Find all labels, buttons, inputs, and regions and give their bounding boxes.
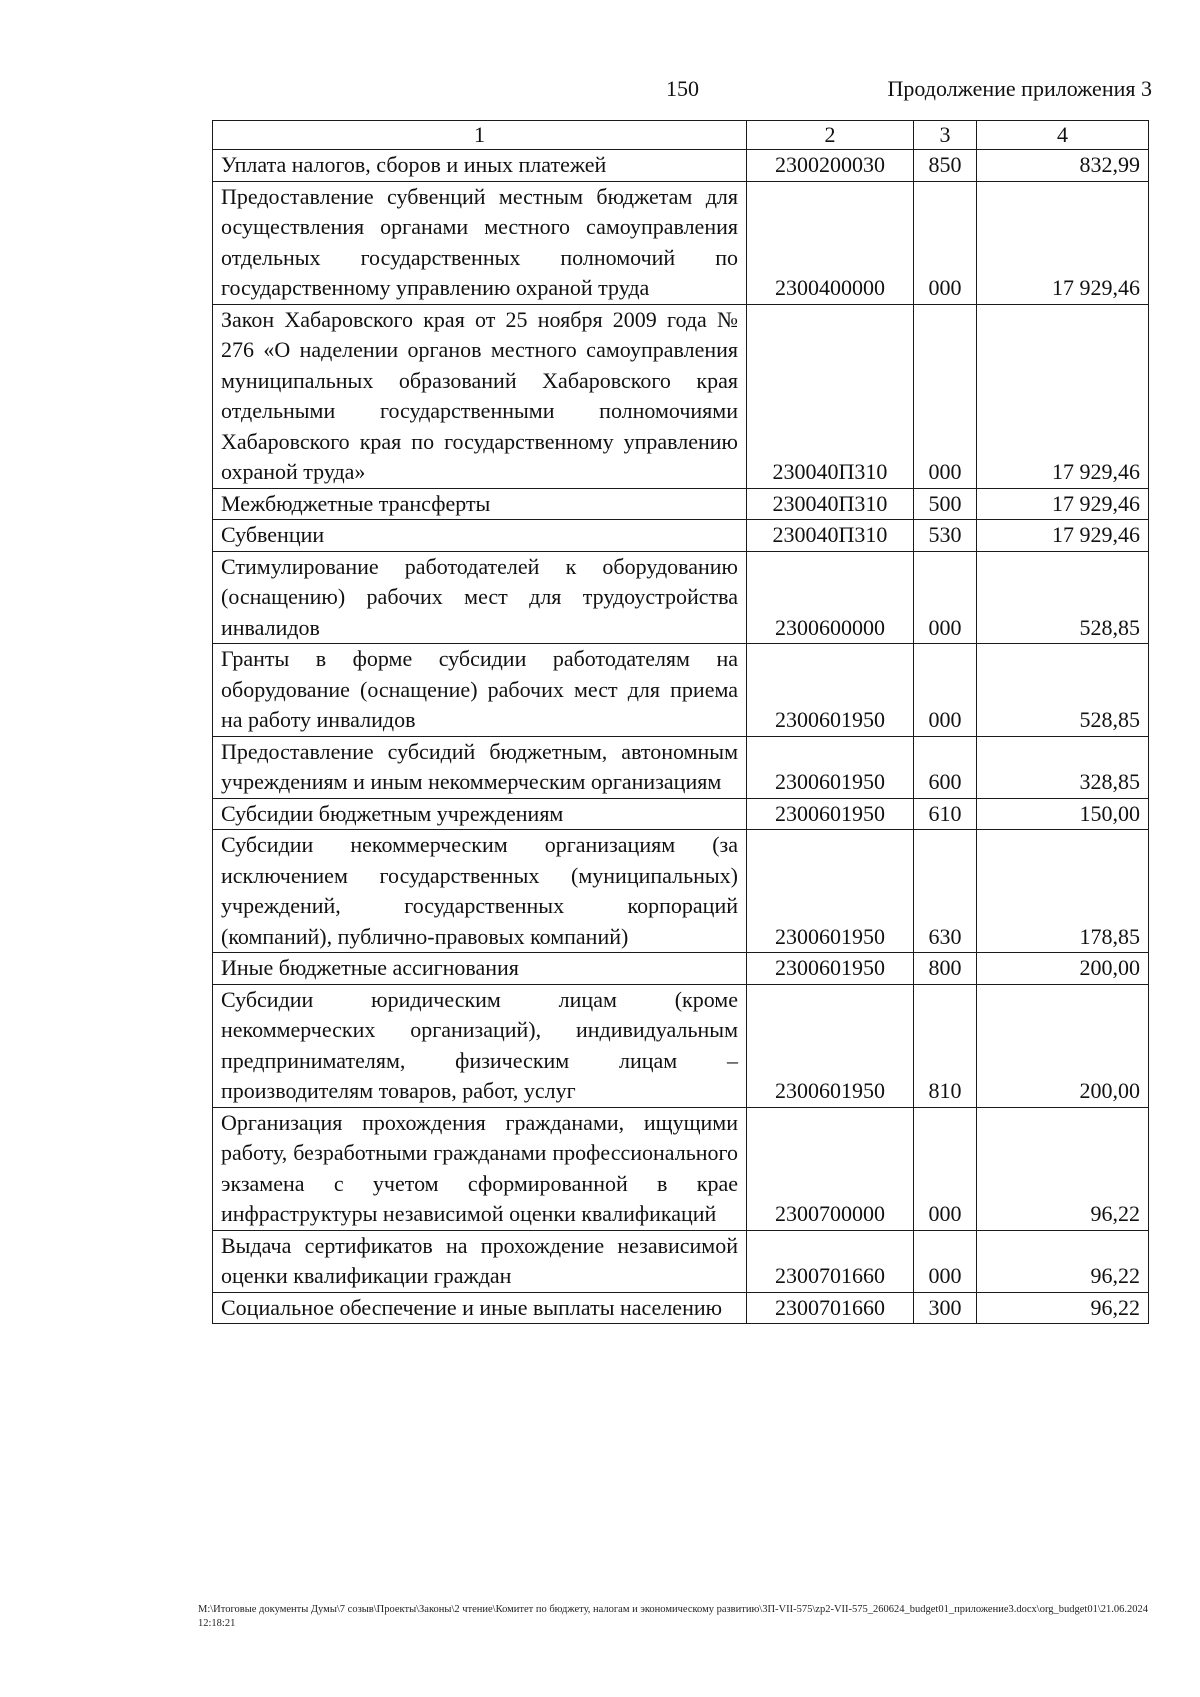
table-row [213,1230,1149,1292]
table-row [213,736,1149,798]
row-target-code: 230040П310 [747,520,914,552]
row-amount: 96,22 [977,1107,1149,1230]
row-expense-type: 000 [914,551,977,644]
table-row [213,520,1149,552]
row-target-code: 2300601950 [747,736,914,798]
row-amount: 832,99 [977,150,1149,182]
column-header-amount: 4 [977,121,1149,150]
table-row [213,984,1149,1107]
table-row [213,304,1149,488]
row-expense-type: 000 [914,181,977,304]
row-amount: 17 929,46 [977,304,1149,488]
row-expense-type: 000 [914,1107,977,1230]
row-amount: 96,22 [977,1292,1149,1324]
table-header-row [213,121,1149,150]
row-name: Выдача сертификатов на прохождение независимой оценки квалификации граждан [213,1230,747,1292]
table-row [213,798,1149,830]
row-target-code: 2300601950 [747,798,914,830]
appendix-continuation-label: Продолжение приложения 3 [887,76,1152,101]
table-row [213,150,1149,182]
row-name: Закон Хабаровского края от 25 ноября 2009 года № 276 «О наделении органов местного самоуправления муниципальных образований Хабаровского края отдельными государственными полномочиями Хабаровского края по государственному управлению охраной труда» [213,304,747,488]
row-target-code: 2300701660 [747,1292,914,1324]
row-expense-type: 630 [914,830,977,953]
row-target-code: 2300400000 [747,181,914,304]
row-target-code: 230040П310 [747,488,914,520]
row-expense-type: 530 [914,520,977,552]
row-amount: 17 929,46 [977,488,1149,520]
row-expense-type: 610 [914,798,977,830]
table-row [213,551,1149,644]
row-name: Организация прохождения гражданами, ищущими работу, безработными гражданами профессионального экзамена с учетом сформированной в крае инфраструктуры независимой оценки квалификаций [213,1107,747,1230]
row-expense-type: 600 [914,736,977,798]
row-expense-type: 000 [914,304,977,488]
row-target-code: 2300601950 [747,644,914,737]
row-amount: 528,85 [977,644,1149,737]
table-row [213,1107,1149,1230]
row-target-code: 230040П310 [747,304,914,488]
row-expense-type: 810 [914,984,977,1107]
page-header [0,76,1200,108]
row-name: Субвенции [213,520,747,552]
row-target-code: 2300601950 [747,953,914,985]
page-number: 150 [666,76,699,101]
column-header-code: 2 [747,121,914,150]
row-amount: 200,00 [977,984,1149,1107]
row-name: Субсидии юридическим лицам (кроме некоммерческих организаций), индивидуальным предпринимателям, физическим лицам – производителям товаров, работ, услуг [213,984,747,1107]
row-amount: 200,00 [977,953,1149,985]
row-target-code: 2300701660 [747,1230,914,1292]
row-name: Субсидии некоммерческим организациям (за исключением государственных (муниципальных) учреждений, государственных корпораций (компаний), публично-правовых компаний) [213,830,747,953]
row-target-code: 2300600000 [747,551,914,644]
row-amount: 528,85 [977,551,1149,644]
row-expense-type: 000 [914,1230,977,1292]
row-name: Предоставление субвенций местным бюджетам для осуществления органами местного самоуправления отдельных государственных полномочий по государственному управлению охраной труда [213,181,747,304]
row-name: Уплата налогов, сборов и иных платежей [213,150,747,182]
row-amount: 17 929,46 [977,181,1149,304]
row-name: Иные бюджетные ассигнования [213,953,747,985]
row-amount: 96,22 [977,1230,1149,1292]
table-row [213,1292,1149,1324]
table-row [213,644,1149,737]
row-name: Субсидии бюджетным учреждениям [213,798,747,830]
row-expense-type: 850 [914,150,977,182]
table-row [213,830,1149,953]
row-amount: 17 929,46 [977,520,1149,552]
row-name: Стимулирование работодателей к оборудованию (оснащению) рабочих мест для трудоустройства инвалидов [213,551,747,644]
column-header-expense-type: 3 [914,121,977,150]
budget-table [212,120,1149,1324]
column-header-name: 1 [213,121,747,150]
row-target-code: 2300200030 [747,150,914,182]
row-target-code: 2300601950 [747,984,914,1107]
row-name: Социальное обеспечение и иные выплаты населению [213,1292,747,1324]
table-row [213,488,1149,520]
row-amount: 328,85 [977,736,1149,798]
row-target-code: 2300601950 [747,830,914,953]
row-name: Гранты в форме субсидии работодателям на оборудование (оснащение) рабочих мест для приема на работу инвалидов [213,644,747,737]
table-row [213,181,1149,304]
row-expense-type: 800 [914,953,977,985]
row-amount: 178,85 [977,830,1149,953]
table-body [213,150,1149,1324]
row-target-code: 2300700000 [747,1107,914,1230]
file-path-footer: M:\Итоговые документы Думы\7 созыв\Проекты\Законы\2 чтение\Комитет по бюджету, налогам и экономическому развитию\3П-VII-575\zp2-VII-575_260624_budget01_приложение3.docx\org_budget01\21.06.2024 12:18:21 [198,1604,1148,1629]
row-name: Межбюджетные трансферты [213,488,747,520]
row-name: Предоставление субсидий бюджетным, автономным учреждениям и иным некоммерческим организациям [213,736,747,798]
row-expense-type: 300 [914,1292,977,1324]
table-row [213,953,1149,985]
row-expense-type: 500 [914,488,977,520]
row-amount: 150,00 [977,798,1149,830]
row-expense-type: 000 [914,644,977,737]
